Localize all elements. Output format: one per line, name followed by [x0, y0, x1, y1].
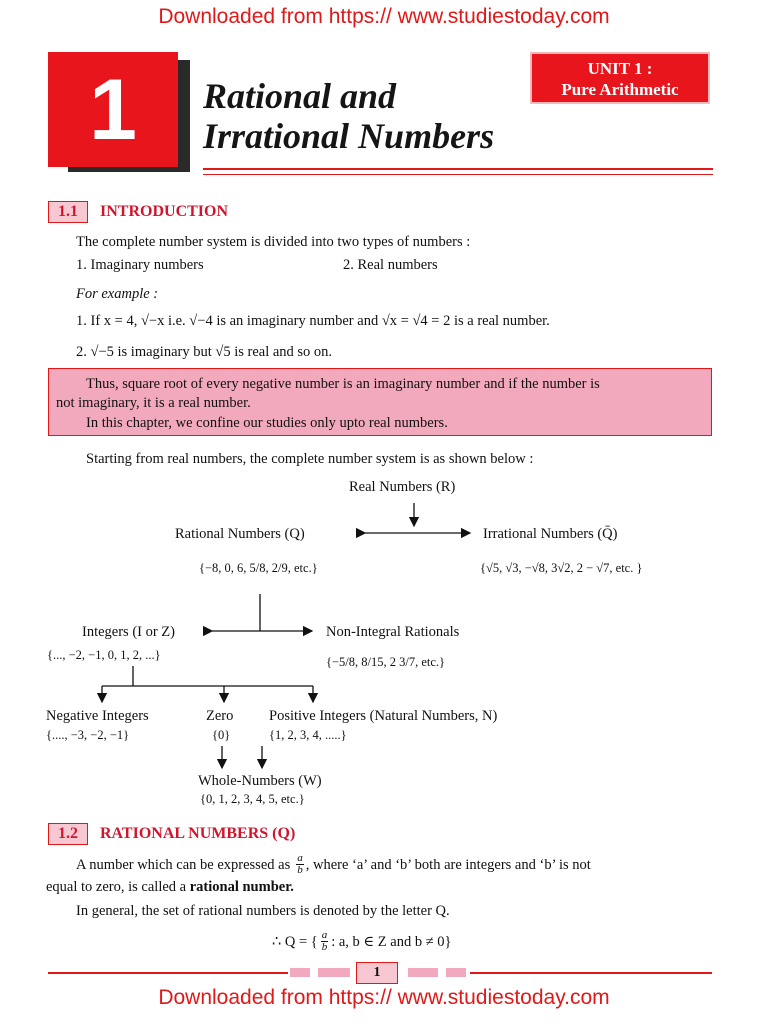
footer-dash: [318, 968, 350, 977]
for-example-label: For example :: [76, 286, 159, 302]
chapter-title-line2: Irrational Numbers: [203, 116, 495, 156]
definition-line-3: In general, the set of rational numbers is denoted by the letter Q.: [76, 903, 450, 919]
type-imaginary: 1. Imaginary numbers: [76, 257, 204, 273]
footer-rule-right: [470, 972, 712, 974]
tree-negative-examples: {...., −3, −2, −1}: [46, 728, 130, 742]
tree-integers: Integers (I or Z): [82, 624, 175, 640]
chapter-title-line1: Rational and: [203, 76, 397, 116]
tree-irrational-numbers: Irrational Numbers (Q̄): [483, 526, 618, 542]
chapter-number: 1: [89, 61, 137, 158]
section-title: INTRODUCTION: [100, 203, 229, 220]
unit-badge-line2: Pure Arithmetic: [561, 80, 679, 99]
note-line-1: Thus, square root of every negative number is an imaginary number and if the number is: [86, 376, 600, 392]
example-2: 2. √−5 is imaginary but √5 is real and so on.: [76, 344, 333, 360]
section-number: 1.2: [48, 823, 88, 845]
footer-dash: [290, 968, 310, 977]
tree-positive-integers: Positive Integers (Natural Numbers, N): [269, 708, 498, 724]
tree-whole-examples: {0, 1, 2, 3, 4, 5, etc.}: [200, 792, 305, 806]
definition-text: equal to zero, is called a: [46, 879, 187, 895]
note-line-3: In this chapter, we confine our studies only upto real numbers.: [86, 415, 448, 431]
tree-whole-numbers: Whole-Numbers (W): [198, 773, 322, 789]
footer-dash: [408, 968, 438, 977]
section-title: RATIONAL NUMBERS (Q): [100, 825, 296, 842]
tree-positive-examples: {1, 2, 3, 4, .....}: [269, 728, 347, 742]
definition-line-1: [76, 853, 591, 876]
tree-irrational-examples: {√5, √3, −√8, 3√2, 2 − √7, etc. }: [480, 561, 643, 575]
tree-zero: Zero: [206, 708, 234, 724]
set-notation: [272, 930, 452, 953]
fraction-a-over-b: [321, 930, 329, 953]
tree-non-integral-rationals: Non-Integral Rationals: [326, 624, 460, 640]
download-banner-bottom[interactable]: Downloaded from https:// www.studiestoday.com: [158, 986, 610, 1009]
tree-real-numbers: Real Numbers (R): [349, 479, 456, 495]
fraction-a-over-b: [296, 853, 304, 876]
fraction-numerator: a: [321, 929, 328, 941]
unit-badge-line1: UNIT 1 :: [587, 59, 653, 78]
rational-number-term: rational number.: [189, 879, 294, 895]
fraction-numerator: a: [297, 852, 303, 864]
fraction-denominator: b: [321, 941, 328, 953]
tree-non-integral-examples: {−5/8, 8/15, 2 3/7, etc.}: [326, 655, 446, 669]
tree-rational-examples: {−8, 0, 6, 5/8, 2/9, etc.}: [199, 561, 318, 575]
section-heading-1-2: [48, 823, 295, 845]
intro-text: The complete number system is divided into two types of numbers :: [76, 234, 471, 250]
section-number: 1.1: [48, 201, 88, 223]
page-number: 1: [373, 965, 381, 980]
definition-text: A number which can be expressed as: [76, 856, 291, 873]
fraction-denominator: b: [297, 864, 303, 876]
tree-zero-examples: {0}: [212, 728, 231, 742]
example-1: 1. If x = 4, √−x i.e. √−4 is an imaginary number and √x = √4 = 2 is a real number.: [76, 313, 550, 329]
page-number-box: [356, 962, 398, 984]
set-notation-start: ∴ Q = {: [272, 933, 318, 950]
note-line-2: not imaginary, it is a real number.: [56, 395, 251, 411]
starting-text: Starting from real numbers, the complete number system is as shown below :: [86, 451, 534, 467]
definition-line-2: [46, 878, 294, 896]
tree-rational-numbers: Rational Numbers (Q): [175, 526, 305, 542]
tree-negative-integers: Negative Integers: [46, 708, 149, 724]
download-banner-top[interactable]: Downloaded from https:// www.studiestoday.com: [158, 5, 610, 28]
set-notation-end: : a, b ∈ Z and b ≠ 0}: [331, 933, 452, 950]
tree-integers-examples: {..., −2, −1, 0, 1, 2, ...}: [47, 648, 161, 662]
footer-dash: [446, 968, 466, 977]
type-real: 2. Real numbers: [343, 257, 438, 273]
definition-text: , where ‘a’ and ‘b’ both are integers and ‘b’ is not: [305, 856, 591, 873]
footer-rule-left: [48, 972, 288, 974]
